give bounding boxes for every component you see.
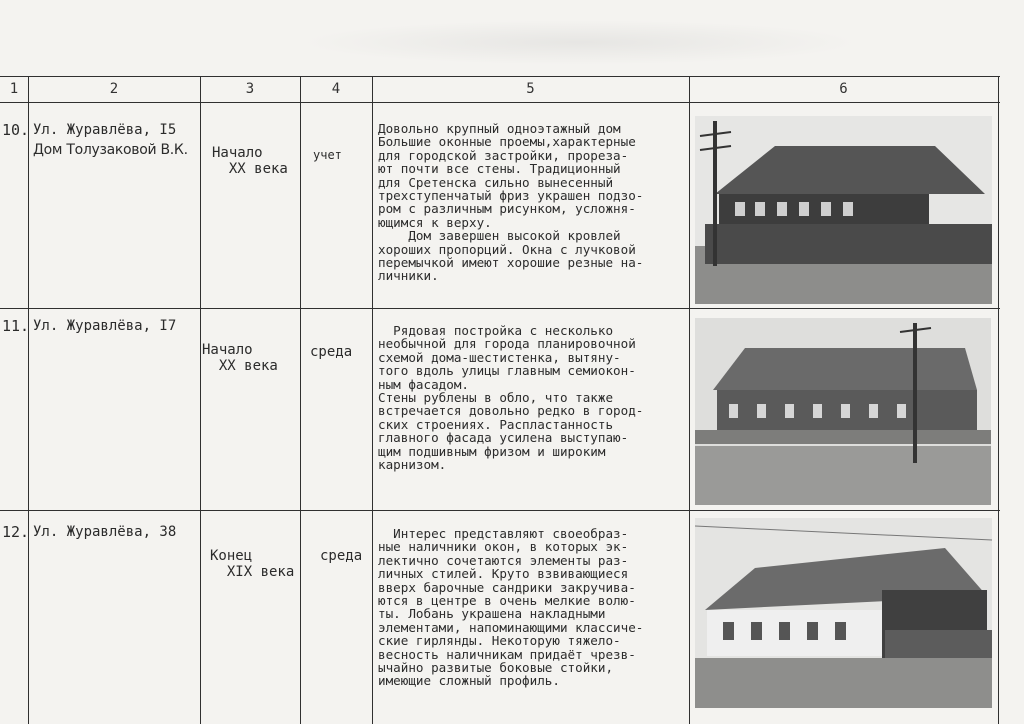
- address: Ул. Журавлёва, 38: [33, 524, 177, 540]
- description: Рядовая постройка с несколько необычной для города планировочной схемой дома-шестистенка, вытяну- того вдоль улицы главным семиокон- ным фасадом. Стены рублены в обло, что также встречается довольно редко в город- ских строениях. Распластанность главного фасада усилена выступаю- щим подшивным фризом и широким карнизом.: [378, 323, 644, 473]
- period: Начало XX века: [202, 342, 278, 374]
- row-number: 10.: [2, 121, 30, 139]
- status: среда: [320, 548, 363, 564]
- page-top-smudge: [300, 20, 860, 65]
- status: учет: [313, 148, 342, 162]
- period: Начало XX века: [212, 145, 288, 177]
- column-header-3: 3: [245, 81, 255, 97]
- description: Интерес представляют своеобраз- ные наличники окон, в которых эк- лектично сочетаются элементы раз- личных стилей. Круто взвивающиеся вверх барочные сандрики закручива- ются в центре в очень мелкие волю- ты. Лобань украшена накладными элементами, напоминающими классиче- ские гирлянды. Некоторую тяжело- весность наличникам придаёт чрезв- ычайно развитые боковые стойки, имеющие сложный профиль.: [378, 526, 644, 689]
- column-header-1: 1: [9, 81, 19, 97]
- column-header-4: 4: [331, 81, 341, 97]
- status: среда: [310, 344, 353, 360]
- column-header-6: 6: [839, 81, 848, 97]
- handwritten-note: Дом Толузаковой В.К.: [33, 142, 188, 158]
- house-photo-12: [695, 518, 992, 708]
- description: Довольно крупный одноэтажный дом Большие оконные проемы,характерные для городской застройки, прореза- ют почти все стены. Традиционный для Сретенска сильно вынесенный трехступенчатый фриз украшен подзо- ром с различным рисунком, усложня- ющимся к верху. Дом завершен высокой кровлей хороших пропорций. Окна с лучковой перемычкой имеют хорошие резные на- личники.: [378, 121, 644, 284]
- house-photo-10: [695, 116, 992, 304]
- column-header-5: 5: [526, 81, 535, 97]
- address: Ул. Журавлёва, I5: [33, 122, 177, 138]
- address: Ул. Журавлёва, I7: [33, 318, 177, 334]
- period: Конец XIX века: [210, 548, 295, 580]
- row-number: 11.: [2, 317, 30, 335]
- column-header-2: 2: [109, 81, 119, 97]
- house-photo-11: [695, 318, 991, 505]
- row-number: 12.: [2, 523, 30, 541]
